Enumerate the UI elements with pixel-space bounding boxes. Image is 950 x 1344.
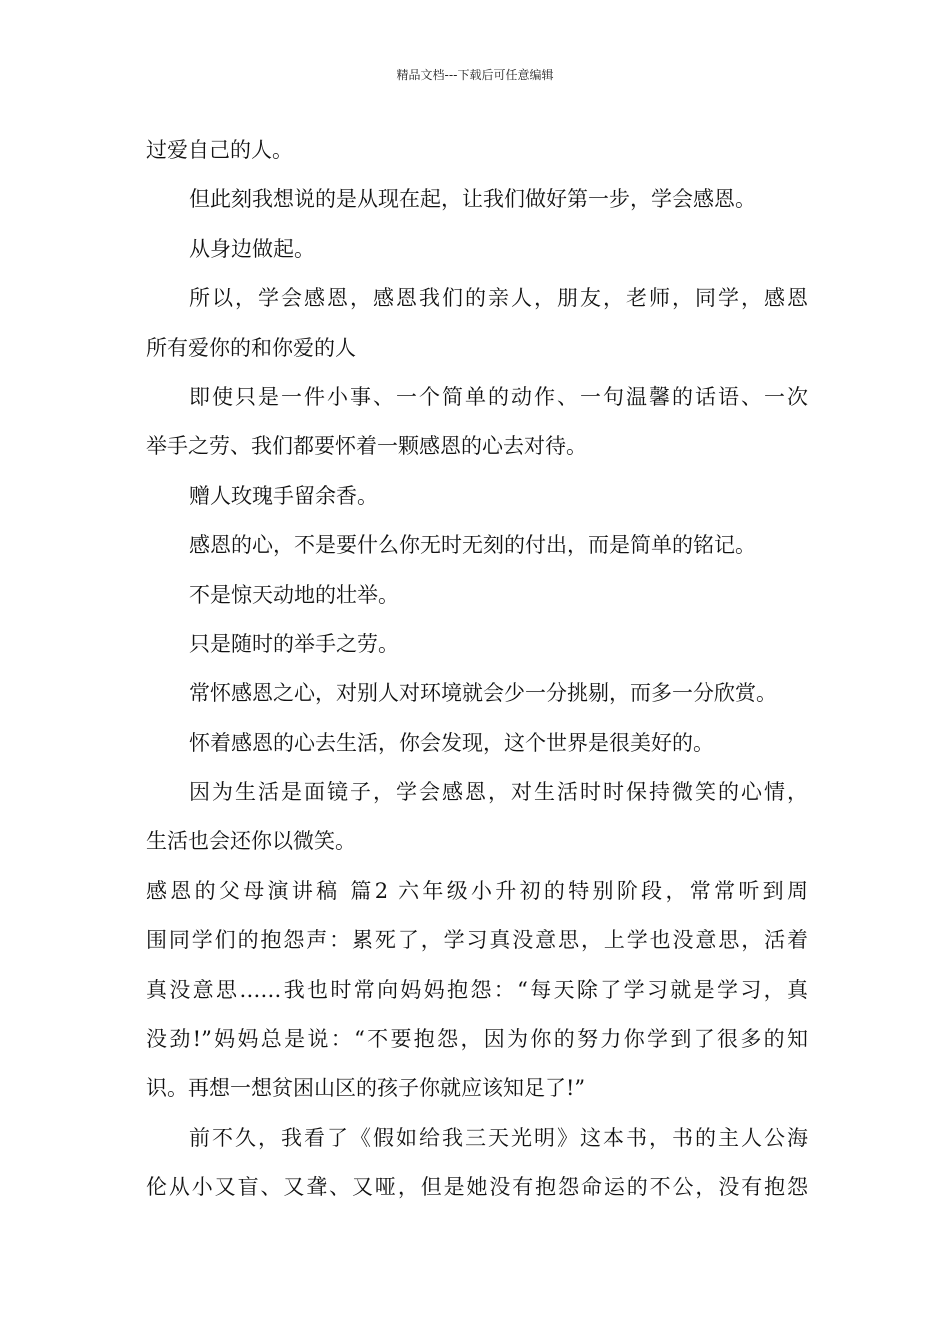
document-body [146, 126, 808, 1213]
text-line: 识。再想一想贫困山区的孩子你就应该知足了!” [146, 1076, 586, 1101]
text-line: 感恩的心，不是要什么你无时无刻的付出，而是简单的铭记。 [189, 533, 756, 558]
text-line: 只是随时的举手之劳。 [189, 631, 399, 656]
text-line: 怀着感恩的心去生活，你会发现，这个世界是很美好的。 [189, 730, 714, 755]
page-header: 精品文档---下载后可任意编辑 [396, 68, 554, 82]
text-line: 但此刻我想说的是从现在起，让我们做好第一步，学会感恩。 [189, 187, 756, 212]
section-heading-line: 感恩的父母演讲稿 篇2 六年级小升初的特别阶段，常常听到周 [146, 878, 808, 903]
text-line: 赠人玫瑰手留余香。 [189, 483, 378, 508]
text-line: 所有爱你的和你爱的人 [146, 335, 356, 360]
text-line: 生活也会还你以微笑。 [146, 829, 356, 854]
text-line: 真没意思……我也时常向妈妈抱怨：“每天除了学习就是学习，真 [146, 977, 808, 1002]
text-line: 围同学们的抱怨声：累死了，学习真没意思，上学也没意思，活着 [146, 928, 808, 953]
text-line: 即使只是一件小事、一个简单的动作、一句温馨的话语、一次 [189, 384, 808, 409]
text-line: 没劲!”妈妈总是说：“不要抱怨，因为你的努力你学到了很多的知 [146, 1027, 808, 1052]
text-line: 前不久，我看了《假如给我三天光明》这本书，书的主人公海 [189, 1125, 808, 1150]
text-line: 举手之劳、我们都要怀着一颗感恩的心去对待。 [146, 434, 587, 459]
text-line: 不是惊天动地的壮举。 [189, 582, 399, 607]
text-line: 常怀感恩之心，对别人对环境就会少一分挑剔，而多一分欣赏。 [189, 681, 777, 706]
text-line: 因为生活是面镜子，学会感恩，对生活时时保持微笑的心情， [189, 780, 808, 805]
text-line: 从身边做起。 [189, 236, 315, 261]
text-line: 伦从小又盲、又聋、又哑，但是她没有抱怨命运的不公，没有抱怨 [146, 1175, 808, 1200]
text-line: 过爱自己的人。 [146, 138, 293, 162]
text-line: 所以，学会感恩，感恩我们的亲人，朋友，老师，同学，感恩 [189, 286, 808, 311]
